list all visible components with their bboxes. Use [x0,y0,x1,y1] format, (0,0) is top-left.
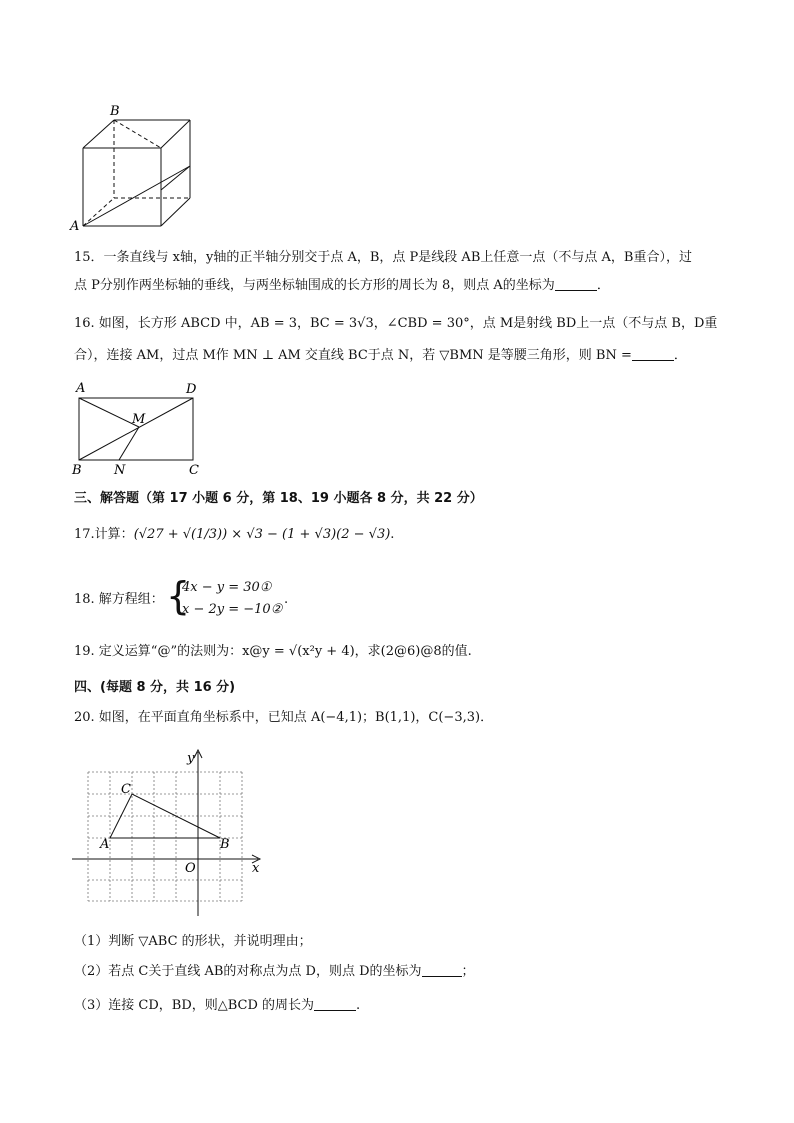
cube-label-b: B [110,104,120,119]
q18-brace: { [166,574,191,618]
question-15: 15．一条直线与 x轴，y轴的正半轴分别交于点 A，B，点 P是线段 AB上任意一点（不与点 A，B重合），过 点 P分别作两坐标轴的垂线，与两坐标轴围成的长方形的周长为 8，则点 A的坐标为 ． [74,250,692,293]
q20-sub3-answer-blank[interactable] [314,996,356,1011]
point-label-c: C [121,782,131,797]
q17-prefix: 17.计算： [74,527,134,542]
point-label-a: A [100,837,110,852]
q17-expression: (√27 + √(1/3)) × √3 − (1 + √3)(2 − √3) [133,527,391,542]
section-4-heading: 四、(每题 8 分，共 16 分) [74,680,236,695]
rect-label-c: C [189,463,199,478]
q18-eq2: x − 2y = −10② [182,602,283,617]
rect-label-d: D [186,382,197,397]
q20-sub1: （1）判断 ▽ABC 的形状，并说明理由； [74,934,312,949]
q20-sub2: （2）若点 C关于直线 AB的对称点为点 D，则点 D的坐标为 ； [74,964,475,979]
q16-line2: 合），连接 AM，过点 M作 MN ⊥ AM 交直线 BC于点 N，若 ▽BMN 是等腰三角形，则 BN = [74,348,632,363]
q18-prefix: 18. 解方程组： [74,592,164,607]
q15-line2: 点 P分别作两坐标轴的垂线，与两坐标轴围成的长方形的周长为 8，则点 A的坐标为 [74,278,555,293]
rect-label-b: B [72,463,82,478]
cube-label-a: A [70,219,80,232]
axis-label-x: x [252,861,260,876]
question-19: 19. 定义运算“@”的法则为：x@y = √(x²y + 4)，求(2@6)@8的值. [74,644,472,659]
question-17: 17.计算：(√27 + √(1/3)) × √3 − (1 + √3)(2 − √3). [74,527,395,542]
origin-label: O [185,861,196,876]
q15-line1: 15．一条直线与 x轴，y轴的正半轴分别交于点 A，B，点 P是线段 AB上任意一点（不与点 A，B重合），过 [74,250,692,265]
q16-line1: 16. 如图，长方形 ABCD 中，AB = 3，BC = 3√3，∠CBD = 30°，点 M是射线 BD上一点（不与点 B，D重 [74,316,718,331]
question-16: 16. 如图，长方形 ABCD 中，AB = 3，BC = 3√3，∠CBD = 30°，点 M是射线 BD上一点（不与点 B，D重 合），连接 AM，过点 M作 MN ⊥ AM 交直线 BC于点 N，若 ▽BMN 是等腰三角形，则 BN = ． [74,316,718,363]
rect-label-n: N [114,463,126,478]
rect-label-m: M [132,412,146,427]
question-20: 20. 如图，在平面直角坐标系中，已知点 A(−4,1)；B(1,1)，C(−3,3)． [74,710,494,725]
q20-sub2-answer-blank[interactable] [422,962,462,977]
q20-sub3: （3）连接 CD，BD，则△BCD 的周长为 . [74,998,361,1013]
q16-answer-blank[interactable] [632,346,674,361]
coordinate-grid-figure [66,744,266,920]
section-3-heading: 三、解答题（第 17 小题 6 分，第 18、19 小题各 8 分，共 22 分） [74,491,483,506]
q18-eq1: 4x − y = 30① [182,580,272,595]
cube-figure [66,100,196,232]
rect-label-a: A [76,381,86,396]
q15-answer-blank[interactable] [555,276,597,291]
point-label-b: B [220,837,230,852]
rectangle-figure [70,378,210,478]
axis-label-y: y [187,751,195,766]
